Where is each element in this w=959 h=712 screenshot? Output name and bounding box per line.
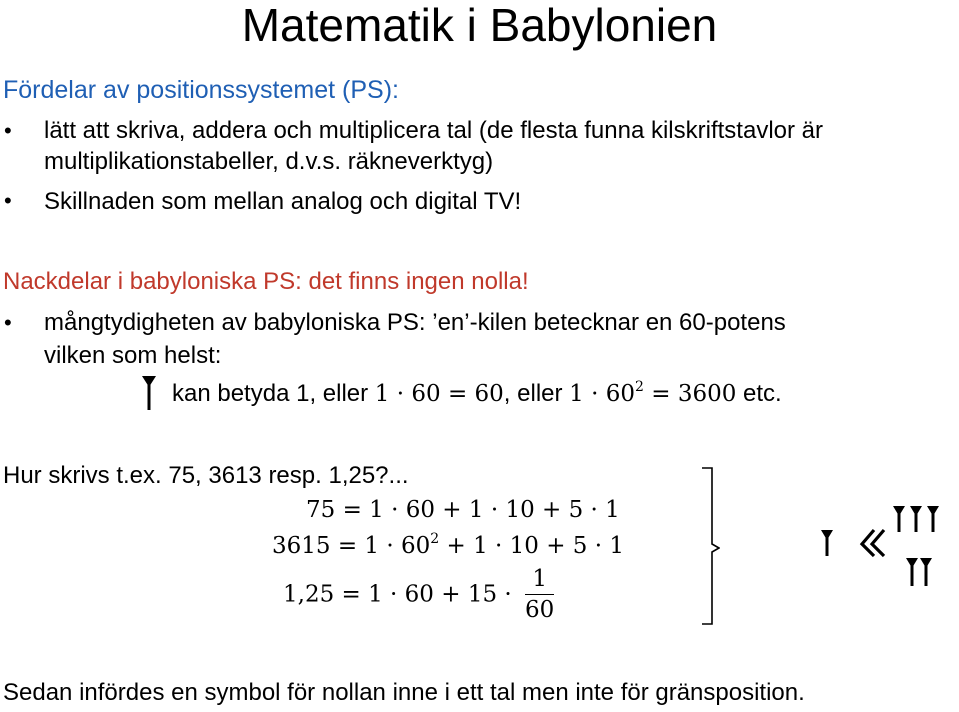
advantage-item-1-line2: multiplikationstabeller, d.v.s. räkneverktyg) <box>44 148 494 175</box>
advantage-item-1-line1: lätt att skriva, addera och multiplicera tal (de flesta funna kilskriftstavlor är <box>44 117 823 144</box>
equation-3615-part-a: 3615 = 1 · 60 <box>272 533 431 559</box>
bullet-marker: • <box>4 188 12 213</box>
example-line <box>172 380 782 408</box>
fraction-denominator: 60 <box>525 597 555 623</box>
example-suffix: etc. <box>736 380 782 407</box>
example-math-2 <box>569 381 736 407</box>
bullet-marker: • <box>4 310 12 335</box>
disadvantage-item-1-line2: vilken som helst: <box>44 342 222 369</box>
example-mid: , eller <box>503 380 570 407</box>
slide-title: Matematik i Babylonien <box>241 0 718 51</box>
question: Hur skrivs t.ex. 75, 3613 resp. 1,25?... <box>3 462 409 489</box>
example-math-1: 1 · 60 = 60 <box>374 381 504 407</box>
advantages-heading: Fördelar av positionssystemet (PS): <box>3 76 399 104</box>
example-math-2-rest: = 3600 <box>643 381 737 407</box>
example-math-2-exponent: 2 <box>635 379 644 395</box>
equation-1-25-part-a: 1,25 = 1 · 60 + 15 · <box>283 581 520 608</box>
equation-1-25 <box>283 566 554 623</box>
cuneiform-one-wedge-icon <box>141 375 157 411</box>
equation-75: 75 = 1 · 60 + 1 · 10 + 5 · 1 <box>306 497 620 523</box>
equation-3615-exponent: 2 <box>430 531 440 547</box>
example-math-2-base: 1 · 60 <box>569 381 635 407</box>
advantage-item-2: Skillnaden som mellan analog och digital TV! <box>44 188 522 215</box>
footer-text: Sedan infördes en symbol för nollan inne i ett tal men inte för gränsposition. <box>3 679 805 706</box>
fraction-one-sixtieth <box>525 566 554 623</box>
cuneiform-number-icon <box>812 500 952 600</box>
equation-3615 <box>272 533 624 559</box>
equation-3615-part-b: + 1 · 10 + 5 · 1 <box>439 533 625 559</box>
disadvantages-heading: Nackdelar i babyloniska PS: det finns ingen nolla! <box>3 268 529 295</box>
example-prefix: kan betyda 1, eller <box>172 380 375 407</box>
fraction-numerator: 1 <box>525 566 554 595</box>
right-brace-icon <box>700 466 720 626</box>
disadvantage-item-1-line1: mångtydigheten av babyloniska PS: ’en’-kilen betecknar en 60-potens <box>44 309 786 336</box>
bullet-marker: • <box>4 118 12 143</box>
